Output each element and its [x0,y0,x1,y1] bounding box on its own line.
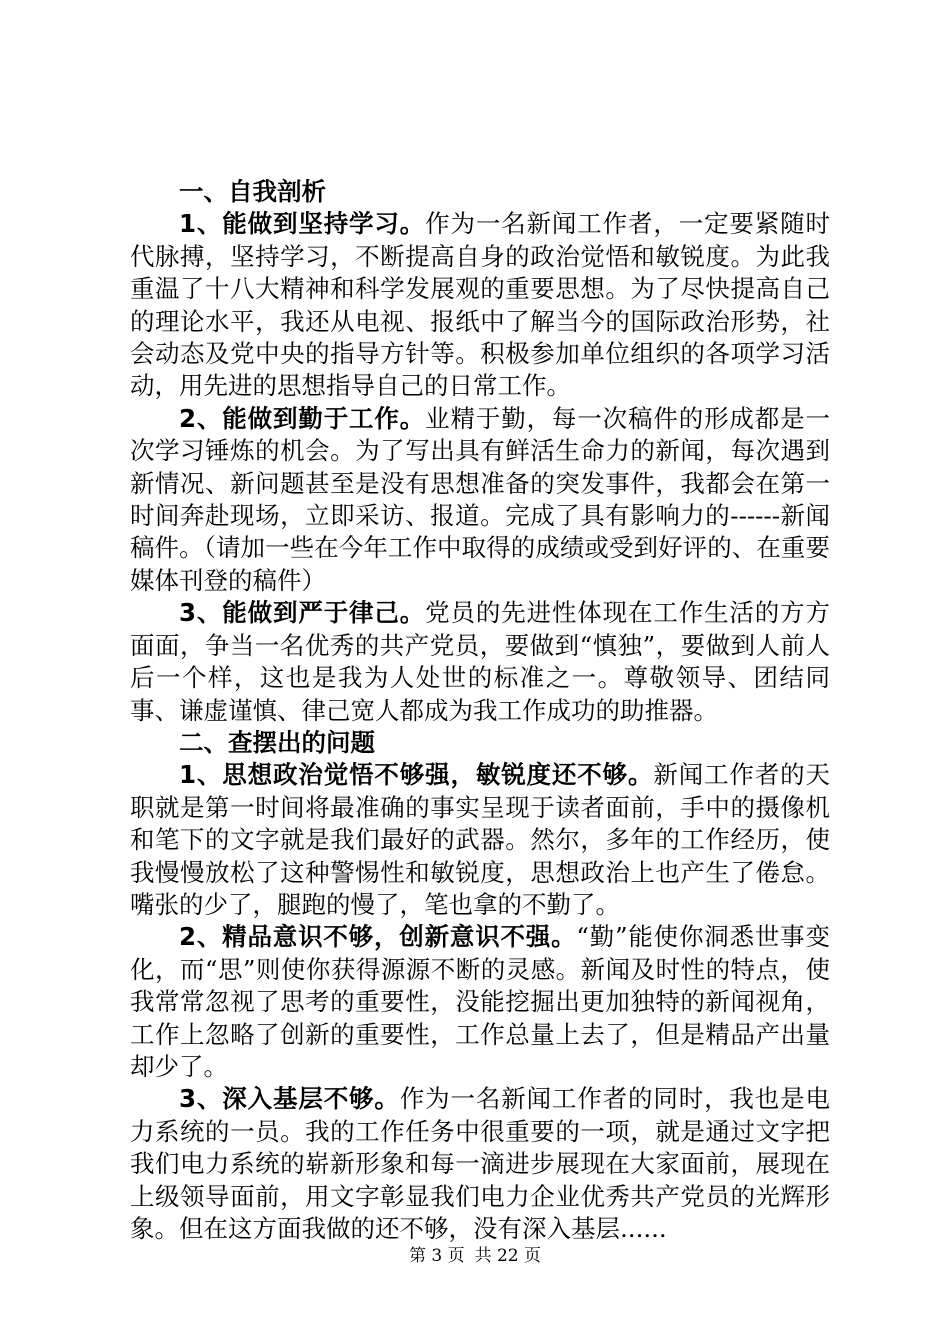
paragraph-text: 作为一名新闻工作者的同时，我也是电力系统的一员。我的工作任务中很重要的一项，就是通过文字把我们电力系统的崭新形象和每一滴进步展现在大家面前，展现在上级领导面前，用文字彰显我们电力企业优秀共产党员的光辉形象。但在这方面我做的还不够，没有深入基层...... [130,1084,831,1243]
paragraph-lead: 2、能做到勤于工作。 [179,403,426,433]
paragraph-2-1 [130,759,830,921]
page-total: 共 22 页 [474,1246,542,1266]
paragraph-text: 新闻工作者的天职就是第一时间将最准确的事实呈现于读者面前，手中的摄像机和笔下的文字就是我们最好的武器。然尔，多年的工作经历，使我慢慢放松了这种警惕性和敏锐度，思想政治上也产生了倦怠。嘴张的少了，腿跑的慢了，笔也拿的不勤了。 [130,760,831,919]
section-heading-problems: 二、查摆出的问题 [179,727,375,757]
paragraph-text: 党员的先进性体现在工作生活的方方面面，争当一名优秀的共产党员，要做到“慎独”，要做到人前人后一个样，这也是我为人处世的标准之一。尊敬领导、团结同事、谦虚谨慎、律己宽人都成为我工作成功的助推器。 [130,598,831,725]
paragraph-lead: 1、能做到坚持学习。 [179,209,426,239]
paragraph-lead: 3、能做到严于律己。 [179,598,426,628]
paragraph-1-2 [130,403,830,597]
page-footer [0,1241,950,1266]
paragraph-2-3 [130,1083,830,1245]
paragraph-text: “勤”能使你洞悉世事变化，而“思”则使你获得源源不断的灵感。新闻及时性的特点，使我常常忽视了思考的重要性，没能挖掘出更加独特的新闻视角，工作上忽略了创新的重要性，工作总量上去了，但是精品产出量却少了。 [130,922,830,1081]
paragraph-text: 业精于勤，每一次稿件的形成都是一次学习锤炼的机会。为了写出具有鲜活生命力的新闻，每次遇到新情况、新问题甚至是没有思想准备的突发事件，我都会在第一时间奔赴现场，立即采访、报道。完成了具有影响力的------新闻稿件。（请加一些在今年工作中取得的成绩或受到好评的、在重要媒体刊登的稿件） [130,403,831,595]
paragraph-1-3 [130,597,830,727]
paragraph-1-1 [130,208,830,402]
paragraph-text: 作为一名新闻工作者，一定要紧随时代脉搏，坚持学习，不断提高自身的政治觉悟和敏锐度。为此我重温了十八大精神和科学发展观的重要思想。为了尽快提高自己的理论水平，我还从电视、报纸中了解当今的国际政治形势，社会动态及党中央的指导方针等。积极参加单位组织的各项学习活动，用先进的思想指导自己的日常工作。 [130,209,831,401]
paragraph-2-2 [130,921,830,1083]
paragraph-lead: 2、精品意识不够，创新意识不强。 [179,922,577,952]
section-heading-self-analysis: 一、自我剖析 [179,177,326,206]
paragraph-lead: 3、深入基层不够。 [179,1084,400,1114]
paragraph-lead: 1、思想政治觉悟不够强，敏锐度还不够。 [179,760,654,790]
document-body [130,176,830,1245]
page-number: 第 3 页 [408,1246,465,1266]
